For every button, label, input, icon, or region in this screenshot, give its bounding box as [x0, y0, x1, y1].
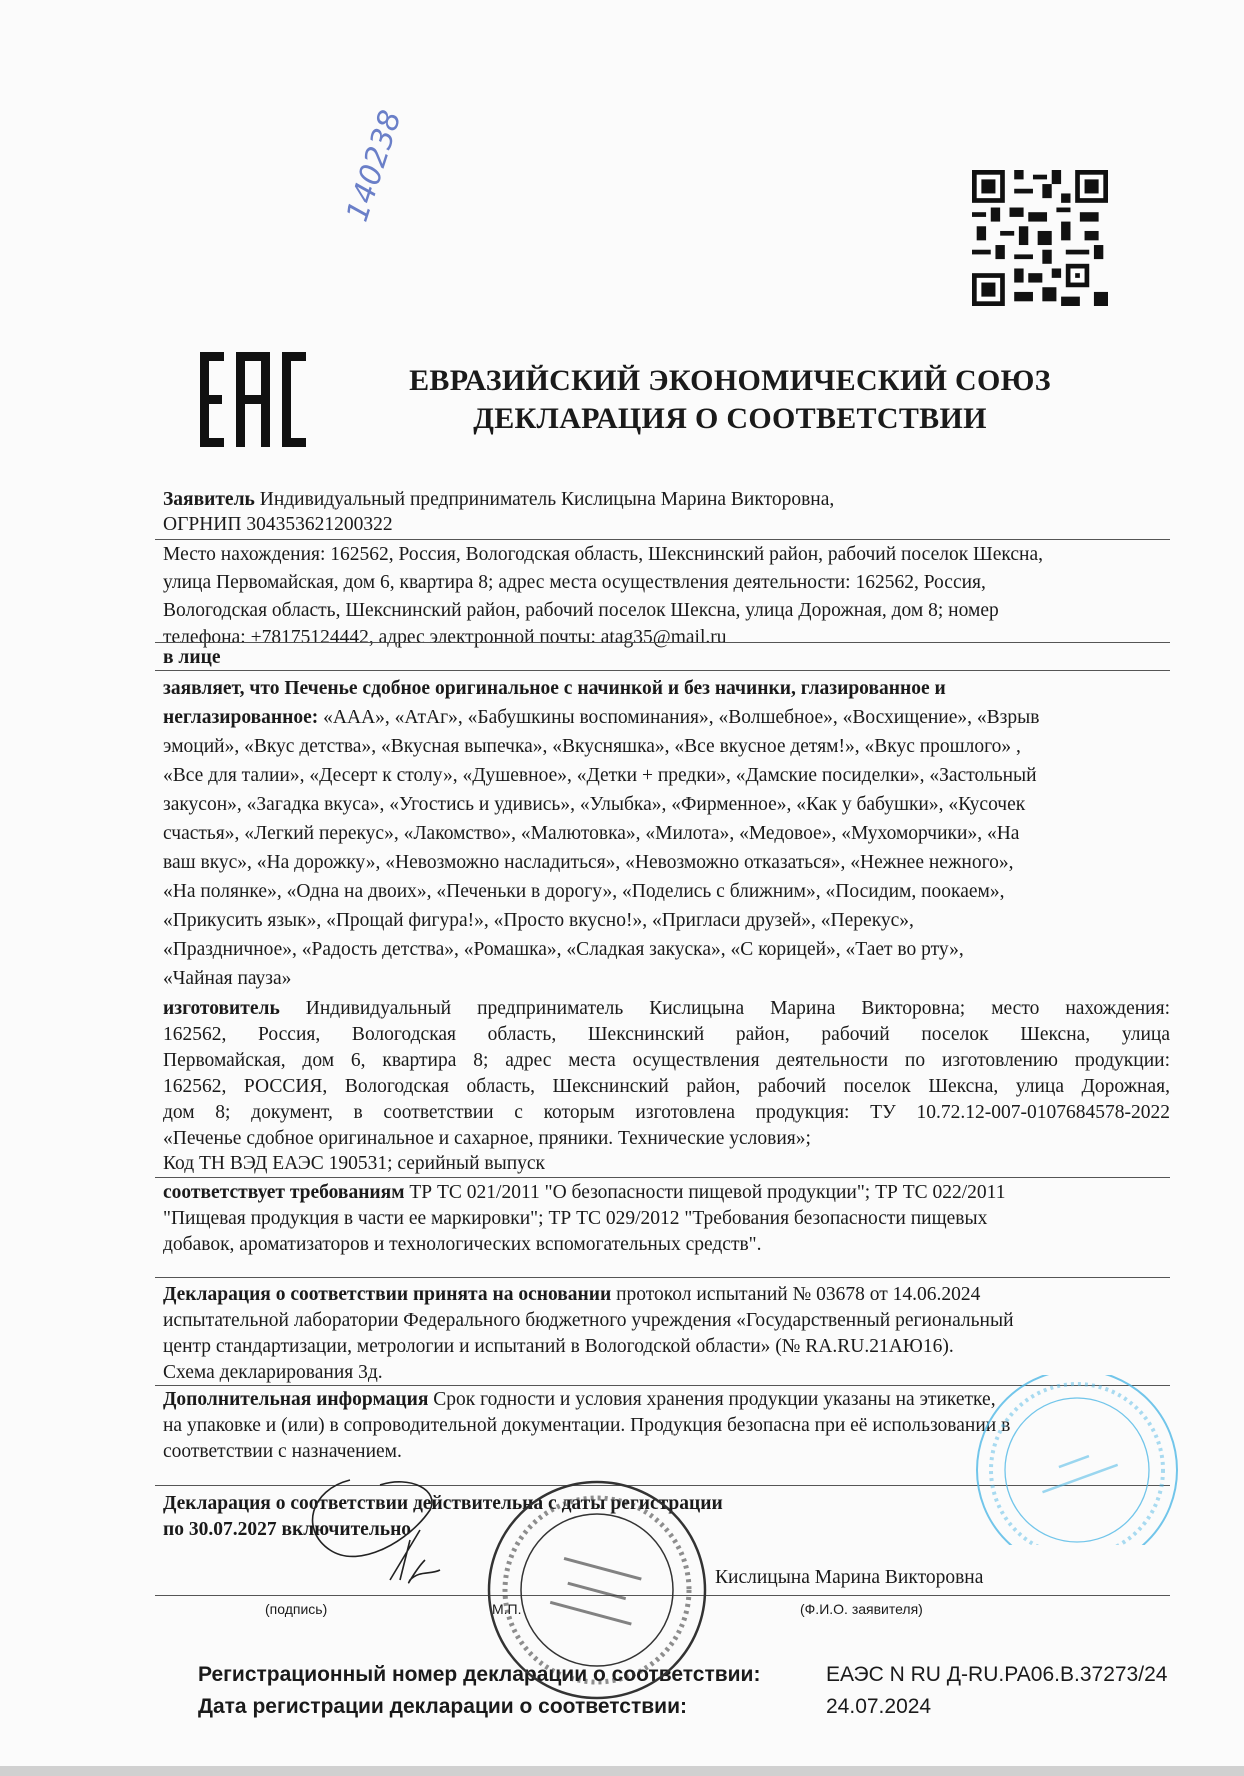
registration-date-value: 24.07.2024	[826, 1695, 932, 1718]
in-person-label: в лице	[163, 647, 221, 668]
basis-line: испытательной лаборатории Федерального бюджетного учреждения «Государственный региональный	[163, 1310, 1014, 1331]
validity-date: по 30.07.2027 включительно	[163, 1519, 412, 1540]
additional-line	[163, 1388, 996, 1412]
basis-line: центр стандартизации, метрологии и испытаний в Вологодской области» (№ RA.RU.21АЮ16).	[163, 1336, 954, 1357]
manufacturer-label: изготовитель	[163, 998, 280, 1019]
brands-line: «Прикусить язык», «Прощай фигура!», «Просто вкусно!», «Пригласи друзей», «Перекус»,	[163, 910, 914, 931]
address-line: улица Первомайская, дом 6, квартира 8; адрес места осуществления деятельности: 162562, Россия,	[163, 572, 986, 593]
manufacturer-name: Индивидуальный предприниматель Кислицына Марина Викторовна; место нахождения:	[279, 998, 1170, 1019]
seal-caption: М.П.	[492, 1601, 522, 1617]
basis-text: протокол испытаний № 03678 от 14.06.2024	[611, 1284, 981, 1305]
manufacturer-line: 162562, Россия, Вологодская область, Шекснинский район, рабочий поселок Шексна, улица	[163, 1024, 1170, 1045]
scan-edge	[0, 1766, 1244, 1776]
divider	[155, 642, 1170, 643]
address-line: Вологодская область, Шекснинский район, рабочий поселок Шексна, улица Дорожная, дом 8; номер	[163, 600, 999, 621]
manufacturer-line: 162562, РОССИЯ, Вологодская область, Шекснинский район, рабочий поселок Шексна, улица Дорожная,	[163, 1076, 1170, 1097]
applicant-line	[163, 488, 834, 512]
brands-line: «Все для талии», «Десерт к столу», «Душевное», «Детки + предки», «Дамские посиделки», «Застольный	[163, 765, 1037, 786]
document-title	[360, 362, 1100, 438]
product-line	[163, 706, 1039, 730]
product-label: неглазированное:	[163, 707, 319, 728]
qr-code[interactable]	[972, 170, 1108, 306]
title-line-declaration: ДЕКЛАРАЦИЯ О СООТВЕТСТВИИ	[473, 402, 987, 435]
brands-line: «Чайная пауза»	[163, 968, 292, 989]
divider	[155, 1177, 1170, 1178]
conforms-text: ТР ТС 021/2011 "О безопасности пищевой продукции"; ТР ТС 022/2011	[404, 1182, 1006, 1203]
address-line: телефона: +78175124442, адрес электронной почты: atag35@mail.ru	[163, 627, 727, 648]
additional-line: на упаковке и (или) в сопроводительной документации. Продукция безопасна при её использовании в	[163, 1415, 1011, 1436]
additional-line: соответствии с назначением.	[163, 1441, 402, 1462]
basis-label: Декларация о соответствии принята на основании	[163, 1284, 612, 1305]
conforms-line: "Пищевая продукция в части ее маркировки"; ТР ТС 029/2012 "Требования безопасности пищевых	[163, 1208, 988, 1229]
handwritten-signature	[290, 1470, 470, 1600]
validity-line: Декларация о соответствии действительна с даты регистрации	[163, 1493, 723, 1514]
divider	[155, 1277, 1170, 1278]
manufacturer-line: дом 8; документ, в соответствии с которым изготовлена продукция: ТУ 10.72.12-007-0107684578-2022	[163, 1102, 1170, 1123]
registration-number-label: Регистрационный номер декларации о соответствии:	[198, 1663, 761, 1686]
brands-line: «На полянке», «Одна на двоих», «Печеньки в дорогу», «Поделись с ближним», «Посидим, поокаем»,	[163, 881, 1005, 902]
scheme-line: Схема декларирования 3д.	[163, 1362, 383, 1383]
brands-line: ваш вкус», «На дорожку», «Невозможно насладиться», «Невозможно отказаться», «Нежнее нежного»,	[163, 852, 1014, 873]
applicant-label: Заявитель	[163, 489, 255, 510]
signature-caption: (подпись)	[265, 1601, 328, 1617]
registration-date-label: Дата регистрации декларации о соответствии:	[198, 1695, 687, 1718]
brands-line: счастья», «Легкий перекус», «Лакомство», «Малютовка», «Милота», «Медовое», «Мухоморчики», «На	[163, 823, 1020, 844]
conforms-line	[163, 1181, 1005, 1205]
name-caption: (Ф.И.О. заявителя)	[800, 1601, 923, 1617]
applicant-name: Индивидуальный предприниматель Кислицына Марина Викторовна,	[254, 489, 835, 510]
applicant-full-name: Кислицына Марина Викторовна	[715, 1567, 984, 1588]
manufacturer-line	[163, 997, 1170, 1021]
seal-stamp-black	[485, 1478, 710, 1703]
brands-line: эмоций», «Вкус детства», «Вкусная выпечка», «Вкусняшка», «Все вкусное детям!», «Вкус прошлого» ,	[163, 736, 1021, 757]
divider	[155, 539, 1170, 540]
hs-code-line: Код ТН ВЭД ЕАЭС 190531; серийный выпуск	[163, 1153, 546, 1174]
handwritten-number: 140238	[340, 106, 409, 226]
eac-logo	[198, 352, 308, 447]
product-line: заявляет, что Печенье сдобное оригинальное с начинкой и без начинки, глазированное и	[163, 678, 946, 699]
registration-number-value: ЕАЭС N RU Д-RU.РА06.В.37273/24	[826, 1663, 1168, 1686]
manufacturer-line: «Печенье сдобное оригинальное и сахарное, пряники. Технические условия»;	[163, 1128, 811, 1149]
seal-stamp-blue	[965, 1375, 1190, 1545]
title-line-union: ЕВРАЗИЙСКИЙ ЭКОНОМИЧЕСКИЙ СОЮЗ	[409, 364, 1051, 397]
conforms-line: добавок, ароматизаторов и технологических вспомогательных средств".	[163, 1234, 762, 1255]
applicant-ogrnip: ОГРНИП 304353621200322	[163, 514, 393, 535]
address-line: Место нахождения: 162562, Россия, Вологодская область, Шекснинский район, рабочий поселок Шексна,	[163, 544, 1043, 565]
additional-label: Дополнительная информация	[163, 1389, 429, 1410]
brands-line: закусон», «Загадка вкуса», «Угостись и удивись», «Улыбка», «Фирменное», «Как у бабушки», «Кусочек	[163, 794, 1026, 815]
conforms-label: соответствует требованиям	[163, 1182, 405, 1203]
brands-text: «ААА», «АтАг», «Бабушкины воспоминания», «Волшебное», «Восхищение», «Взрыв	[318, 707, 1040, 728]
additional-text: Срок годности и условия хранения продукции указаны на этикетке,	[428, 1389, 996, 1410]
basis-line	[163, 1283, 980, 1307]
brands-line: «Праздничное», «Радость детства», «Ромашка», «Сладкая закуска», «С корицей», «Тает во рту»,	[163, 939, 964, 960]
divider	[155, 670, 1170, 671]
manufacturer-line: Первомайская, дом 6, квартира 8; адрес места осуществления деятельности по изготовлению продукции:	[163, 1050, 1170, 1071]
